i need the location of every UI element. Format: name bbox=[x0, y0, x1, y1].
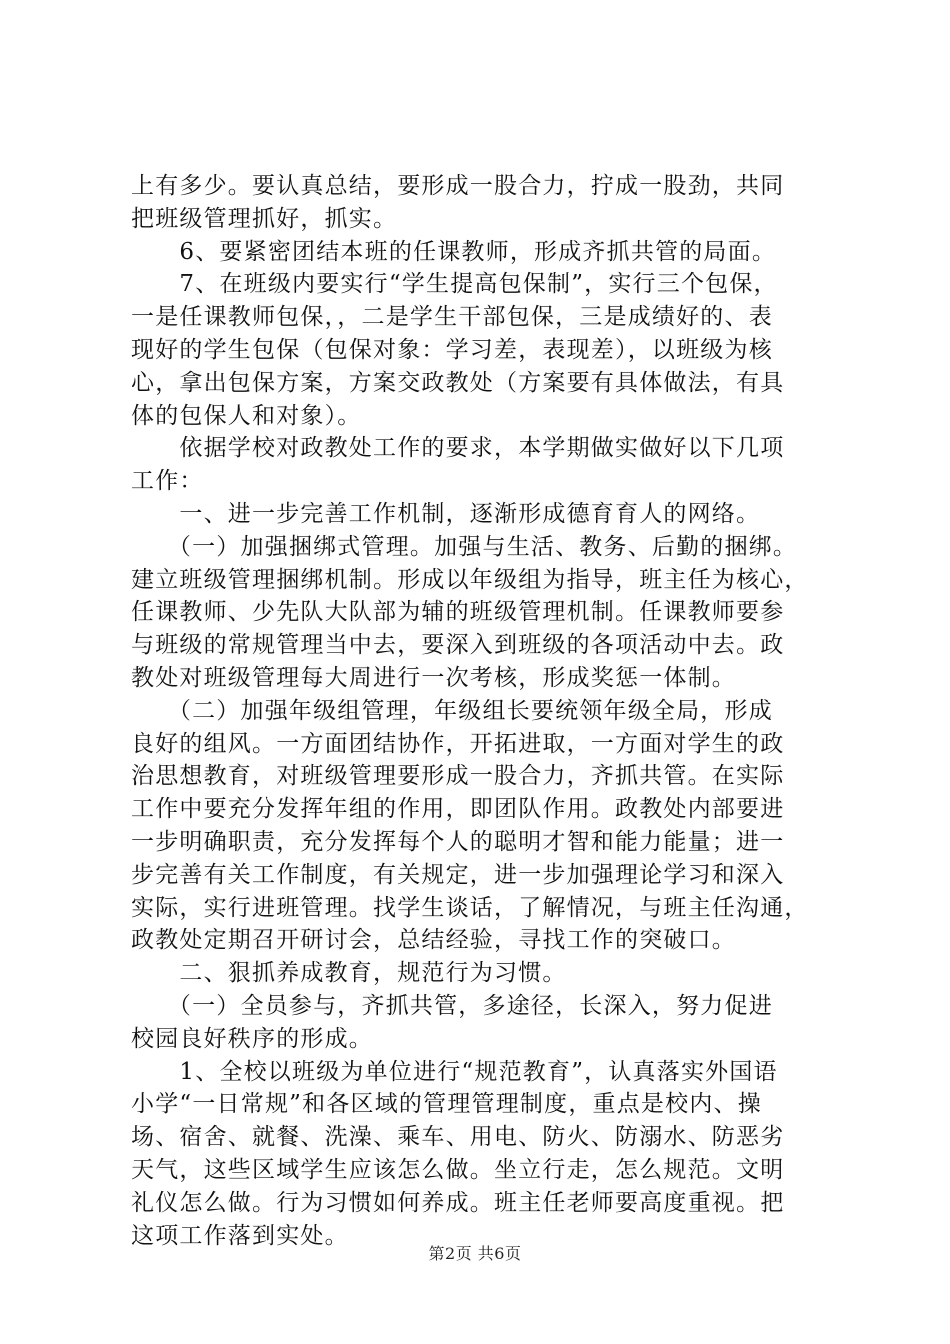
text-line: 7、在班级内要实行“学生提高包保制”，实行三个包保， bbox=[131, 271, 778, 298]
document-body bbox=[131, 170, 831, 1252]
text-line: 二、狠抓养成教育，规范行为习惯。 bbox=[131, 960, 567, 987]
text-line: （二）加强年级组管理，年级组长要统领年级全局，形成 bbox=[131, 697, 773, 724]
text-line: 建立班级管理捆绑机制。形成以年级组为指导，班主任为核心， bbox=[131, 566, 809, 593]
text-line: 工作中要充分发挥年组的作用，即团队作用。政教处内部要进 bbox=[131, 796, 785, 823]
text-line: 上有多少。要认真总结，要形成一股合力，拧成一股劲，共同 bbox=[131, 173, 785, 199]
text-line: 良好的组风。一方面团结协作，开拓进取，一方面对学生的政 bbox=[131, 730, 785, 757]
text-line: 小学“一日常规”和各区域的管理管理制度，重点是校内、操 bbox=[131, 1091, 762, 1118]
text-line: （一）全员参与，齐抓共管，多途径，长深入，努力促进 bbox=[131, 992, 773, 1019]
text-line: 1、全校以班级为单位进行“规范教育”，认真落实外国语 bbox=[131, 1058, 778, 1085]
text-line: 工作： bbox=[131, 468, 204, 495]
text-line: 场、宿舍、就餐、洗澡、乘车、用电、防火、防溺水、防恶劣 bbox=[131, 1124, 785, 1151]
text-line: 治思想教育，对班级管理要形成一股合力，齐抓共管。在实际 bbox=[131, 763, 785, 790]
text-line: 这项工作落到实处。 bbox=[131, 1222, 349, 1249]
text-line: 一、进一步完善工作机制，逐渐形成德育育人的网络。 bbox=[131, 500, 761, 527]
text-line: （一）加强捆绑式管理。加强与生活、教务、后勤的捆绑。 bbox=[131, 533, 798, 560]
text-line: 现好的学生包保（包保对象：学习差，表现差），以班级为核 bbox=[131, 336, 773, 363]
text-line: 把班级管理抓好，抓实。 bbox=[131, 205, 398, 232]
text-line: 一步明确职责，充分发挥每个人的聪明才智和能力能量；进一 bbox=[131, 828, 785, 855]
text-line: 实际，实行进班管理。找学生谈话，了解情况，与班主任沟通， bbox=[131, 894, 809, 921]
text-line: 依据学校对政教处工作的要求，本学期做实做好以下几项 bbox=[131, 435, 785, 462]
text-line: 礼仪怎么做。行为习惯如何养成。班主任老师要高度重视。把 bbox=[131, 1189, 785, 1216]
text-line: 步完善有关工作制度，有关规定，进一步加强理论学习和深入 bbox=[131, 861, 785, 888]
text-line: 与班级的常规管理当中去，要深入到班级的各项活动中去。政 bbox=[131, 632, 785, 659]
text-line: 教处对班级管理每大周进行一次考核，形成奖惩一体制。 bbox=[131, 664, 736, 691]
text-line: 一是任课教师包保，，二是学生干部包保，三是成绩好的、表 bbox=[131, 304, 773, 331]
page-footer: 第2页 共6页 bbox=[428, 1244, 522, 1263]
text-line: 校园良好秩序的形成。 bbox=[131, 1025, 373, 1052]
text-line: 天气，这些区域学生应该怎么做。坐立行走，怎么规范。文明 bbox=[131, 1156, 785, 1183]
text-line: 政教处定期召开研讨会，总结经验，寻找工作的突破口。 bbox=[131, 927, 736, 954]
text-line: 6、要紧密团结本班的任课教师，形成齐抓共管的局面。 bbox=[131, 238, 777, 265]
text-line: 体的包保人和对象）。 bbox=[131, 402, 362, 429]
text-line: 任课教师、少先队大队部为辅的班级管理机制。任课教师要参 bbox=[131, 599, 785, 626]
text-line: 心，拿出包保方案，方案交政教处（方案要有具体做法，有具 bbox=[131, 369, 785, 396]
